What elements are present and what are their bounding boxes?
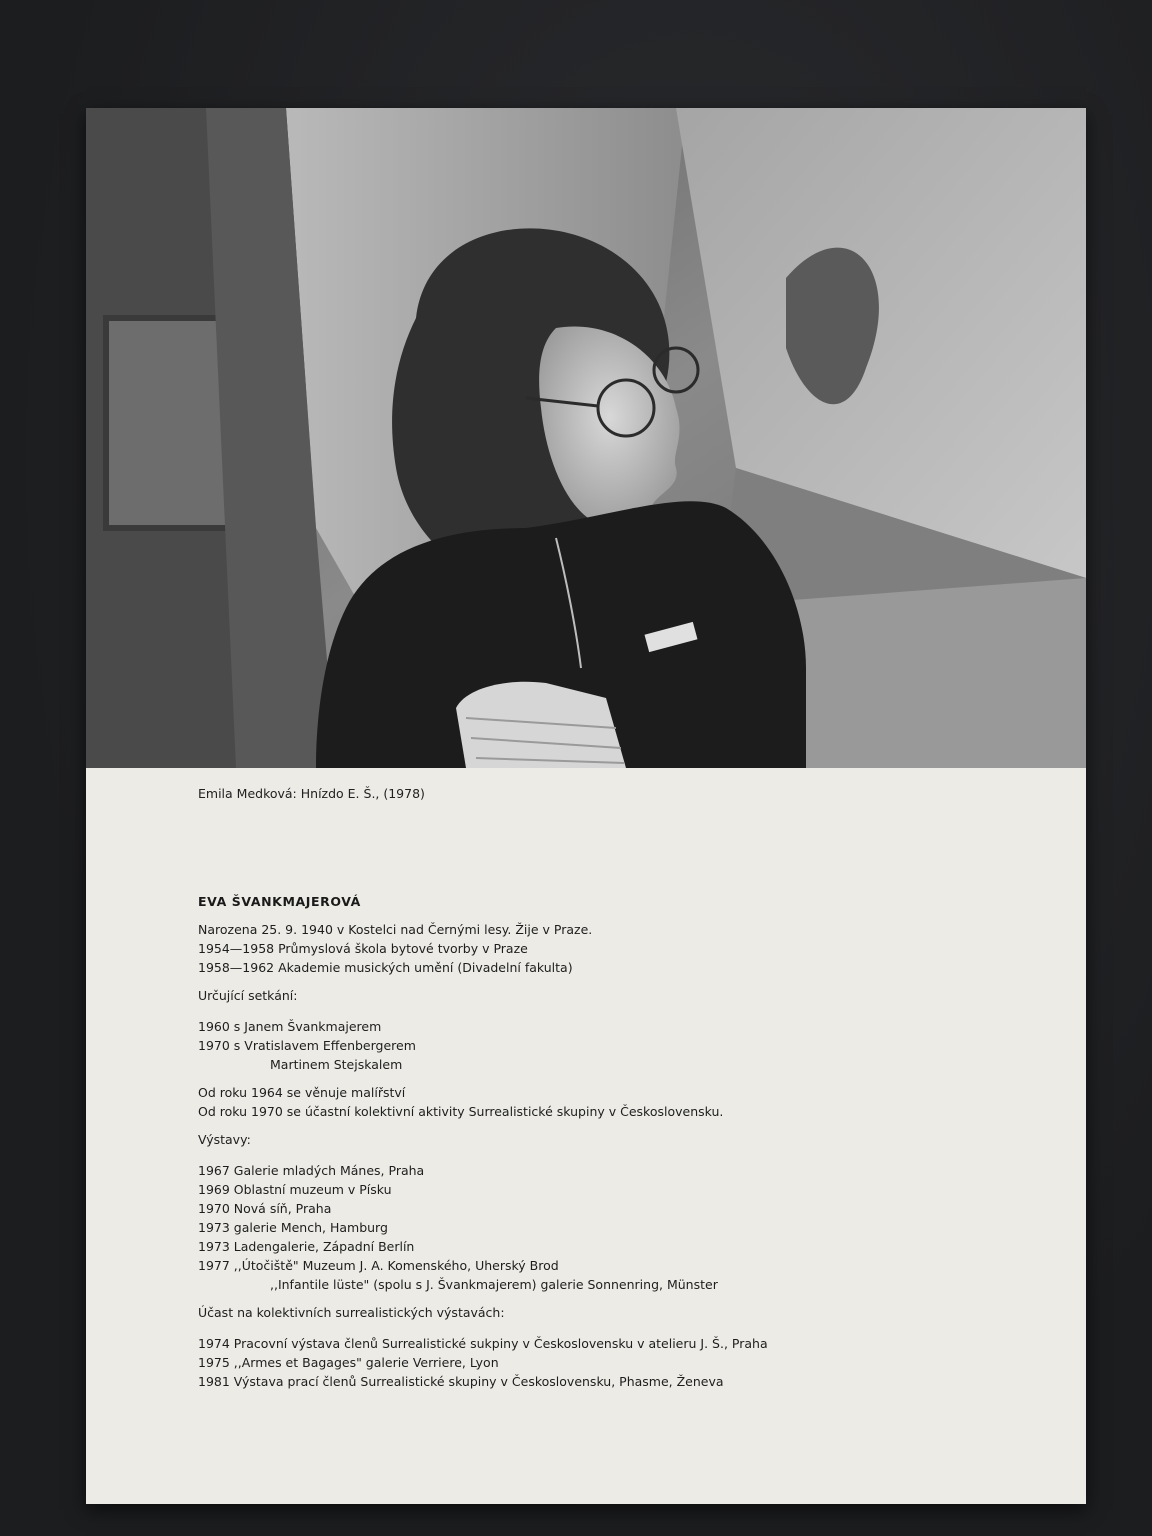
artist-name: EVA ŠVANKMAJEROVÁ <box>198 894 361 909</box>
exhibition-line: 1973 galerie Mench, Hamburg <box>198 1220 388 1235</box>
exhibition-line: 1970 Nová síň, Praha <box>198 1201 332 1216</box>
collective-heading: Účast na kolektivních surrealistických výstavách: <box>198 1305 505 1320</box>
exhibition-line: 1973 Ladengalerie, Západní Berlín <box>198 1239 415 1254</box>
exhibitions-heading: Výstavy: <box>198 1132 251 1147</box>
photo-caption: Emila Medková: Hnízdo E. Š., (1978) <box>198 786 425 801</box>
biography <box>198 920 1058 1391</box>
birth-line: Narozena 25. 9. 1940 v Kostelci nad Černými lesy. Žije v Praze. <box>198 922 593 937</box>
exhibition-line: 1969 Oblastní muzeum v Písku <box>198 1182 392 1197</box>
education-line: 1958—1962 Akademie musických umění (Divadelní fakulta) <box>198 960 573 975</box>
meetings-heading: Určující setkání: <box>198 988 298 1003</box>
catalogue-page <box>86 108 1086 1504</box>
collective-line: 1974 Pracovní výstava členů Surrealistické sukpiny v Československu v atelieru J. Š., Praha <box>198 1336 768 1351</box>
collective-line: 1981 Výstava prací členů Surrealistické skupiny v Československu, Phasme, Ženeva <box>198 1374 724 1389</box>
portrait-photograph <box>86 108 1086 768</box>
activity-line: Od roku 1970 se účastní kolektivní aktivity Surrealistické skupiny v Československu. <box>198 1104 724 1119</box>
portrait-photo-illustration <box>86 108 1086 768</box>
education-line: 1954—1958 Průmyslová škola bytové tvorby v Praze <box>198 941 528 956</box>
meeting-line: 1960 s Janem Švankmajerem <box>198 1019 382 1034</box>
collective-line: 1975 ,,Armes et Bagages" galerie Verriere, Lyon <box>198 1355 499 1370</box>
exhibition-line: 1977 ,,Útočiště" Muzeum J. A. Komenského, Uherský Brod <box>198 1258 559 1273</box>
meeting-line: 1970 s Vratislavem Effenbergerem <box>198 1038 416 1053</box>
meeting-line-continued: Martinem Stejskalem <box>270 1057 403 1072</box>
exhibition-line: 1967 Galerie mladých Mánes, Praha <box>198 1163 425 1178</box>
activity-line: Od roku 1964 se věnuje malířství <box>198 1085 406 1100</box>
exhibition-line-continued: ,,Infantile lüste" (spolu s J. Švankmajerem) galerie Sonnenring, Münster <box>270 1277 718 1292</box>
